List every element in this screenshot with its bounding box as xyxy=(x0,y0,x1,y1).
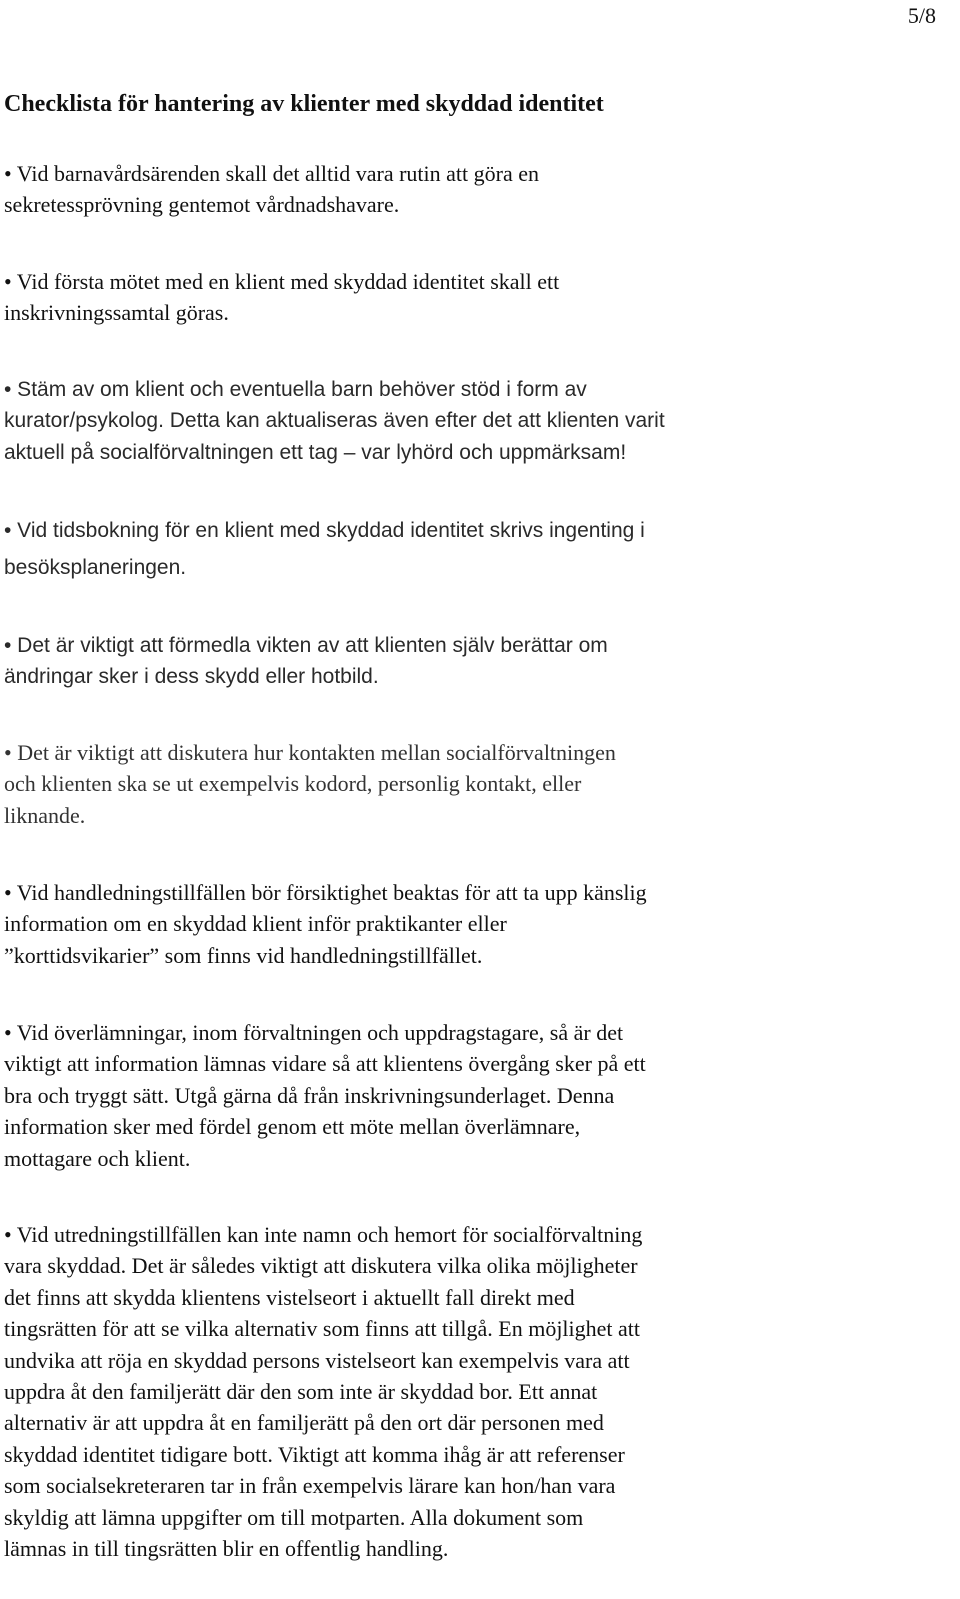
checklist-item-line: skyddad identitet tidigare bott. Viktigt att komma ihåg är att referenser xyxy=(4,1441,625,1467)
checklist-item-8 xyxy=(4,1017,904,1174)
checklist-item-line: • Vid barnavårdsärenden skall det alltid vara rutin att göra en xyxy=(4,161,540,186)
checklist-item-line: • Vid utredningstillfällen kan inte namn och hemort för socialförvaltning xyxy=(4,1222,643,1247)
checklist-item-4 xyxy=(4,512,904,586)
checklist-item-3 xyxy=(4,374,904,468)
checklist-item-line: det finns att skydda klientens vistelseort i aktuellt fall direkt med xyxy=(4,1284,575,1310)
checklist-item-line: bra och tryggt sätt. Utgå gärna då från inskrivningsunderlaget. Denna xyxy=(4,1082,615,1108)
checklist-item-1 xyxy=(4,158,904,221)
checklist-item-line: • Det är viktigt att diskutera hur kontakten mellan socialförvaltningen xyxy=(4,740,616,765)
document-title: Checklista för hantering av klienter med skyddad identitet xyxy=(4,91,604,117)
checklist-item-2 xyxy=(4,266,904,329)
checklist-item-line: aktuell på socialförvaltningen ett tag – var lyhörd och uppmärksam! xyxy=(4,440,627,464)
checklist-item-line: information om en skyddad klient inför praktikanter eller xyxy=(4,911,507,937)
checklist-item-line: ”korttidsvikarier” som finns vid handledningstillfället. xyxy=(4,942,483,968)
checklist-item-line: • Vid handledningstillfällen bör försiktighet beaktas för att ta upp känslig xyxy=(4,880,647,905)
checklist-item-line: • Vid överlämningar, inom förvaltningen och uppdragstagare, så är det xyxy=(4,1020,624,1045)
checklist-item-line: viktigt att information lämnas vidare så att klientens övergång sker på ett xyxy=(4,1051,646,1077)
checklist-item-line: kurator/psykolog. Detta kan aktualiseras även efter det att klienten varit xyxy=(4,409,665,433)
checklist-item-line: • Vid första mötet med en klient med skyddad identitet skall ett xyxy=(4,269,560,294)
checklist-item-line: inskrivningssamtal göras. xyxy=(4,300,229,326)
checklist-item-line: liknande. xyxy=(4,802,86,828)
checklist-item-line: ändringar sker i dess skydd eller hotbild. xyxy=(4,665,379,689)
checklist-item-line: sekretessprövning gentemot vårdnadshavare. xyxy=(4,192,400,218)
checklist-item-line: besöksplaneringen. xyxy=(4,556,187,579)
checklist-item-line: alternativ är att uppdra åt en familjerätt på den ort där personen med xyxy=(4,1410,604,1436)
checklist-item-line: undvika att röja en skyddad persons vistelseort kan exempelvis vara att xyxy=(4,1347,630,1373)
checklist-item-line: lämnas in till tingsrätten blir en offentlig handling. xyxy=(4,1536,449,1562)
checklist-item-line: skyldig att lämna uppgifter om till motparten. Alla dokument som xyxy=(4,1504,584,1530)
checklist-item-7 xyxy=(4,877,904,971)
checklist-item-6 xyxy=(4,737,904,831)
checklist-item-line: mottagare och klient. xyxy=(4,1145,191,1171)
checklist-item-line: uppdra åt den familjerätt där den som inte är skyddad bor. Ett annat xyxy=(4,1379,598,1405)
checklist-item-9 xyxy=(4,1219,904,1564)
checklist-item-line: • Stäm av om klient och eventuella barn behöver stöd i form av xyxy=(4,378,587,401)
checklist-item-line: vara skyddad. Det är således viktigt att diskutera vilka olika möjligheter xyxy=(4,1253,638,1279)
checklist-item-line: information sker med fördel genom ett möte mellan överlämnare, xyxy=(4,1114,581,1140)
checklist-item-line: • Vid tidsbokning för en klient med skyddad identitet skrivs ingenting i xyxy=(4,519,645,542)
checklist-item-line: och klienten ska se ut exempelvis kodord, personlig kontakt, eller xyxy=(4,771,582,797)
checklist-item-line: som socialsekreteraren tar in från exempelvis lärare kan hon/han vara xyxy=(4,1473,616,1499)
checklist-item-5 xyxy=(4,630,904,693)
page-number: 5/8 xyxy=(907,3,936,28)
checklist-item-line: • Det är viktigt att förmedla vikten av att klienten själv berättar om xyxy=(4,634,608,657)
checklist-item-line: tingsrätten för att se vilka alternativ som finns att tillgå. En möjlighet att xyxy=(4,1316,641,1342)
